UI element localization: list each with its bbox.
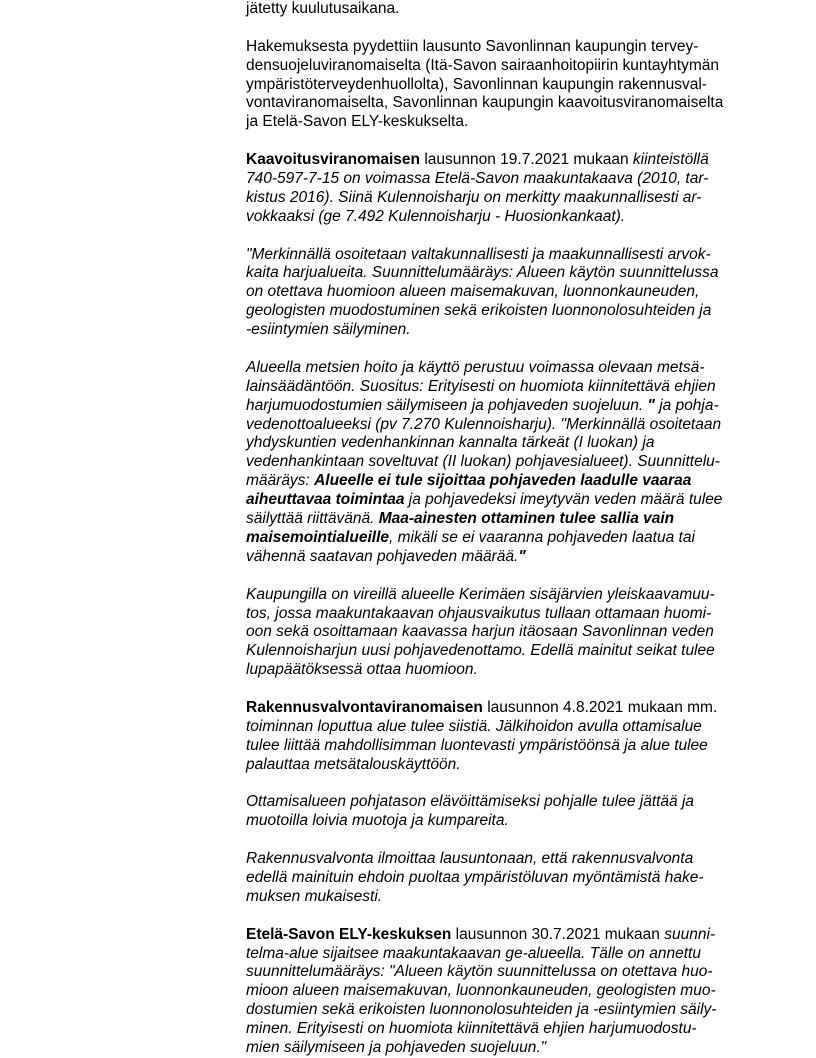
text-line: kistus 2016). Siinä Kulennoisharju on merkitty maakunnallisesti ar- [246,188,702,206]
text-line: "Merkinnällä osoitetaan valtakunnallisesti ja maakunnallisesti arvok- [246,245,711,263]
paragraph-general-plan [246,586,746,680]
paragraph-building-control [246,699,746,775]
text-line: tos, jossa maakuntakaavan ohjausvaikutus tullaan ottamaan huomi- [246,604,712,622]
text-line: densuojeluviranomaiselta (Itä-Savon sairaanhoitopiirin kuntayhtymän [246,56,720,74]
text-line: vedenhankintaan soveltuvat (II luokan) pohjavesialueet). Suunnittelu- [246,453,720,471]
text-line: yhdyskuntien vedenhankinnan kannalta tärkeät (I luokan) ja [246,434,655,452]
text-run: , mikäli se ei vaaranna pohjaveden laatua tai [389,528,695,546]
text-run: " [647,396,655,414]
text-run: Maa-ainesten ottaminen tulee sallia vain [378,510,675,528]
document-body [246,0,746,1058]
text-line: geologisten muodostuminen sekä erikoisten luonnonolosuhteiden ja [246,302,712,320]
paragraph-bottom-shaping [246,793,746,831]
paragraph-forestry-groundwater [246,359,746,567]
text-line: Alueella metsien hoito ja käyttö perustuu voimassa olevaan metsä- [246,358,705,376]
paragraph-statement-request [246,38,746,132]
text-run: säilyttää riittävänä. [246,510,379,528]
text-line: Kulennoisharjun uusi pohjavedenottamo. Edellä mainitut seikat tulee [246,642,715,660]
text-line: telma-alue sijaitsee maakuntakaavan ge-alueella. Tälle on annettu [246,944,701,962]
text-run: maisemointialueille [246,528,389,546]
text-line: palauttaa metsätalouskäyttöön. [246,755,461,773]
text-line [246,529,746,548]
text-line: -esiintymien säilyminen. [246,321,411,339]
text-run: vähennä saatavan pohjaveden määrää. [246,547,519,565]
text-line: mien säilymiseen ja pohjaveden suojeluun." [246,1038,547,1056]
text-run: aiheuttavaa toimintaa [246,491,405,509]
text-line [246,491,746,510]
text-line: on otettava huomioon alueen maisemakuvan, luonnonkauneuden, [246,283,700,301]
text-run: Alueelle ei tule sijoittaa pohjaveden laadulle vaaraa [314,472,692,490]
text-line: muotoilla loivia muotoja ja kumpareita. [246,812,509,830]
text-line: toiminnan loputtua alue tulee siistiä. Jälkihoidon avulla ottamisalue [246,717,702,735]
text-run: lausunnon 19.7.2021 mukaan [420,151,633,169]
text-line: oon sekä osoittamaan kaavassa harjun itäosaan Savonlinnan veden [246,623,714,641]
text-line: 740-597-7-15 on voimassa Etelä-Savon maakuntakaava (2010, tar- [246,170,709,188]
text-line: edellä mainituin ehdoin puoltaa ympäristöluvan myöntämistä hake- [246,868,704,886]
text-line [246,548,746,567]
paragraph-zoning-authority [246,151,746,227]
text-line: ja Etelä-Savon ELY-keskukselta. [246,113,469,131]
text-line [246,397,746,416]
heading-zoning-authority: Kaavoitusviranomaisen [246,151,421,169]
text-line: jätetty kuulutusaikana. [246,0,400,17]
text-run: harjumuodostumien säilymiseen ja pohjaveden suojeluun. [246,396,648,414]
paragraph-zoning-quote [246,246,746,340]
text-line: vokkaaksi (ge 7.492 Kulennoisharju - Huosionkankaat). [246,207,626,225]
text-line: lupapäätöksessä ottaa huomioon. [246,661,478,679]
text-line: mioon alueen maisemakuvan, luonnonkauneuden, geologisten muo- [246,982,716,1000]
text-line: vontaviranomaiselta, Savonlinnan kaupungin kaavoitusviranomaiselta [246,94,724,112]
heading-ely-centre: Etelä-Savon ELY-keskuksen [246,925,452,943]
text-line: lainsäädäntöön. Suositus: Erityisesti on huomiota kiinnitettävä ehjien [246,377,716,395]
text-line: suunnittelumääräys: "Alueen käytön suunnittelussa on otettava huo- [246,963,713,981]
text-run: kiinteistöllä [632,151,709,169]
text-run: " [518,547,526,565]
text-run: määräys: [246,472,315,490]
paragraph-ely-centre [246,926,746,1058]
text-line: Rakennusvalvonta ilmoittaa lausuntonaan, että rakennusvalvonta [246,850,694,868]
text-line: Kaupungilla on vireillä alueelle Kerimäen sisäjärvien yleiskaavamuu- [246,585,715,603]
text-line [246,510,746,529]
text-line: minen. Erityisesti on huomiota kiinnitettävä ehjien harjumuodostu- [246,1020,697,1038]
text-line: ympäristöterveydenhuollolta), Savonlinnan kaupungin rakennusval- [246,75,707,93]
paragraph-intro-tail [246,0,746,19]
text-run: lausunnon 30.7.2021 mukaan [451,925,665,943]
text-line: tulee liittää mahdollisimman luontevasti ympäristöönsä ja alue tulee [246,736,708,754]
text-line: muksen mukaisesti. [246,887,383,905]
text-line [246,151,746,170]
text-line [246,472,746,491]
text-line: dostumien sekä erikoisten luonnonolosuhteiden ja -esiintymien säily- [246,1001,717,1019]
paragraph-building-control-statement [246,850,746,907]
text-line: Ottamisalueen pohjatason elävöittämiseksi pohjalle tulee jättää ja [246,793,695,811]
text-run: ja pohjavedeksi imeytyvän veden määrä tulee [404,491,723,509]
text-line: vedenottoalueeksi (pv 7.270 Kulennoisharju). "Merkinnällä osoitetaan [246,415,722,433]
heading-building-control: Rakennusvalvontaviranomaisen [246,698,483,716]
text-run: ja pohja- [654,396,719,414]
text-line: Hakemuksesta pyydettiin lausunto Savonlinnan kaupungin tervey- [246,37,699,55]
text-run: lausunnon 4.8.2021 mukaan mm. [482,698,718,716]
text-line [246,699,746,718]
text-line: kaita harjualueita. Suunnittelumääräys: Alueen käytön suunnittelussa [246,264,719,282]
text-run: suunni- [664,925,716,943]
text-line [246,926,746,945]
